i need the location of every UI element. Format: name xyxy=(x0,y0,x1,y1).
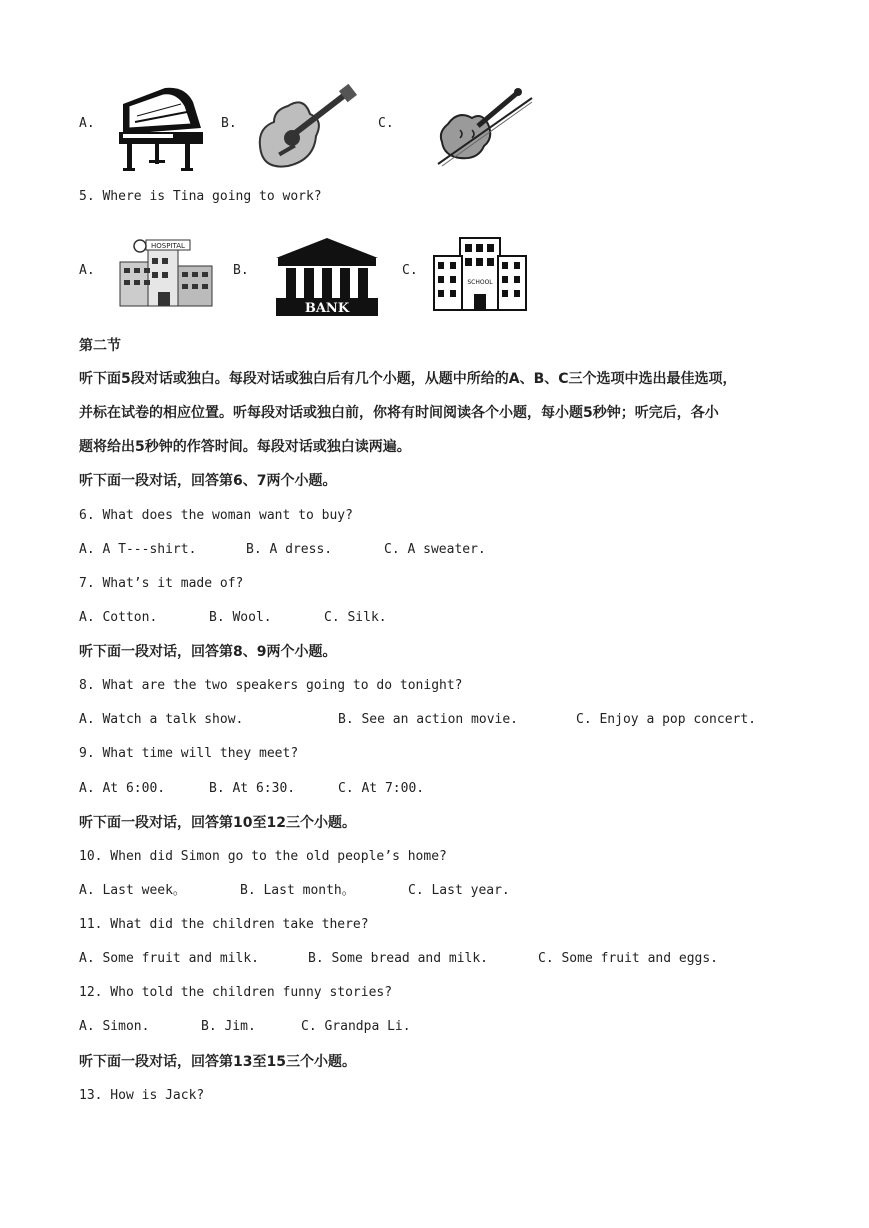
question-7: 7. What’s it made of? xyxy=(79,576,244,591)
option-c: C. At 7:00. xyxy=(338,781,425,796)
question-5: 5. Where is Tina going to work? xyxy=(79,189,322,204)
section-title: 第二节 xyxy=(79,338,121,354)
option-c: C. Last year. xyxy=(408,883,510,898)
question-13: 13. How is Jack? xyxy=(79,1088,205,1103)
option-c: C. Grandpa Li. xyxy=(301,1019,411,1034)
hospital-icon xyxy=(116,232,216,310)
option-label-b: B. xyxy=(233,263,249,278)
option-b: B. See an action movie. xyxy=(338,712,519,727)
group-heading: 听下面一段对话，回答第13至15三个小题。 xyxy=(79,1054,356,1070)
option-label-a: A. xyxy=(79,263,95,278)
option-a: A. Some fruit and milk. xyxy=(79,951,260,966)
hospital-sign: HOSPITAL xyxy=(151,242,185,250)
option-a: A. A T---shirt. xyxy=(79,542,197,557)
option-b: B. Last month。 xyxy=(240,883,355,898)
school-sign: SCHOOL xyxy=(467,279,493,286)
option-b: B. A dress. xyxy=(246,542,333,557)
option-c: C. A sweater. xyxy=(384,542,486,557)
option-c: C. Some fruit and eggs. xyxy=(538,951,719,966)
option-b: B. Wool. xyxy=(209,610,272,625)
option-c: C. Silk. xyxy=(324,610,387,625)
grand-piano-icon xyxy=(115,82,207,174)
question-10: 10. When did Simon go to the old people’s home? xyxy=(79,849,447,864)
question-12: 12. Who told the children funny stories? xyxy=(79,985,393,1000)
bank-sign: BANK xyxy=(304,301,350,316)
instructions-line: 题将给出5秒钟的作答时间。每段对话或独白读两遍。 xyxy=(79,439,411,455)
option-label-c: C. xyxy=(378,116,394,131)
option-c: C. Enjoy a pop concert. xyxy=(576,712,757,727)
group-heading: 听下面一段对话，回答第8、9两个小题。 xyxy=(79,644,337,660)
violin-icon xyxy=(428,84,538,174)
group-heading: 听下面一段对话，回答第6、7两个小题。 xyxy=(79,473,337,489)
school-icon xyxy=(430,234,530,314)
question-9: 9. What time will they meet? xyxy=(79,746,299,761)
question-8: 8. What are the two speakers going to do tonight? xyxy=(79,678,463,693)
instructions-line: 听下面5段对话或独白。每段对话或独白后有几个小题，从题中所给的A、B、C三个选项中选出最佳选项， xyxy=(79,371,737,387)
option-label-b: B. xyxy=(221,116,237,131)
option-label-c: C. xyxy=(402,263,418,278)
option-b: B. At 6:30. xyxy=(209,781,296,796)
option-label-a: A. xyxy=(79,116,95,131)
question-11: 11. What did the children take there? xyxy=(79,917,369,932)
question-6: 6. What does the woman want to buy? xyxy=(79,508,353,523)
option-a: A. Last week。 xyxy=(79,883,186,898)
instructions-line: 并标在试卷的相应位置。听每段对话或独白前，你将有时间阅读各个小题，每小题5秒钟；听完后，各小 xyxy=(79,405,719,421)
option-a: A. Simon. xyxy=(79,1019,150,1034)
option-b: B. Jim. xyxy=(201,1019,256,1034)
option-a: A. Watch a talk show. xyxy=(79,712,244,727)
option-a: A. At 6:00. xyxy=(79,781,166,796)
option-a: A. Cotton. xyxy=(79,610,158,625)
guitar-icon xyxy=(254,84,358,174)
bank-icon xyxy=(272,236,382,318)
group-heading: 听下面一段对话，回答第10至12三个小题。 xyxy=(79,815,356,831)
option-b: B. Some bread and milk. xyxy=(308,951,489,966)
